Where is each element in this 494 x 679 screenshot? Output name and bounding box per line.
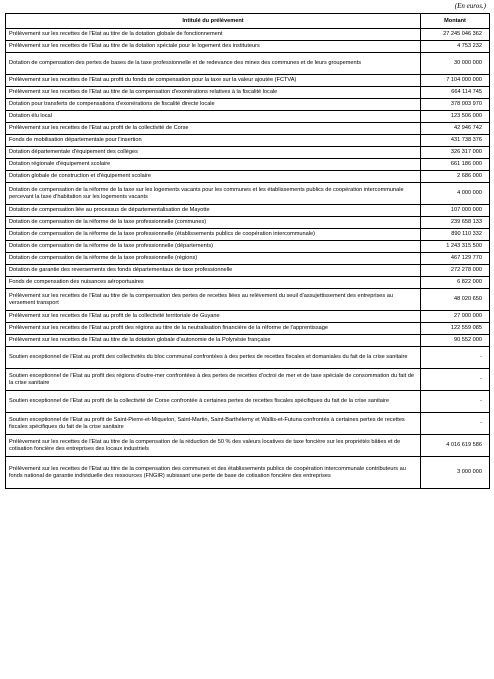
- levy-label: Soutien exceptionnel de l'Etat au profit de Saint-Pierre-et-Miquelon, Saint-Martin, Saint-Barthélemy et Wallis-et-Futuna confrontés à certaines pertes de recettes fiscales spécifiques du fait de la crise sanitaire: [6, 413, 421, 435]
- table-row: [6, 347, 490, 369]
- levy-amount: -: [421, 391, 490, 413]
- table-row: [6, 75, 490, 87]
- levy-label: Dotation élu local: [6, 111, 421, 123]
- levy-label: Dotation de garantie des reversements des fonds départementaux de taxe professionnelle: [6, 265, 421, 277]
- levy-label: Soutien exceptionnel de l'Etat au profit de la collectivité de Corse confrontée à certaines pertes de recettes fiscales spécifiques du fait de la crise sanitaire: [6, 391, 421, 413]
- levy-label: Dotation de compensation de la réforme de la taxe professionnelle (départements): [6, 241, 421, 253]
- levy-amount: -: [421, 413, 490, 435]
- table-row: [6, 277, 490, 289]
- table-row: [6, 435, 490, 457]
- levy-amount: 272 278 000: [421, 265, 490, 277]
- table-row: [6, 241, 490, 253]
- levy-amount: 7 104 000 000: [421, 75, 490, 87]
- levy-amount: 467 129 770: [421, 253, 490, 265]
- levy-amount: 378 003 970: [421, 99, 490, 111]
- table-row: [6, 391, 490, 413]
- table-row: [6, 41, 490, 53]
- levy-amount: 42 946 742: [421, 123, 490, 135]
- table-row: [6, 123, 490, 135]
- levy-amount: 664 114 745: [421, 87, 490, 99]
- table-row: [6, 53, 490, 75]
- table-row: [6, 183, 490, 205]
- levy-amount: 239 658 133: [421, 217, 490, 229]
- levy-amount: -: [421, 369, 490, 391]
- table-row: [6, 159, 490, 171]
- table-row: [6, 205, 490, 217]
- levy-label: Dotation de compensation de la réforme de la taxe professionnelle (communes): [6, 217, 421, 229]
- table-row: [6, 135, 490, 147]
- table-row: [6, 457, 490, 489]
- levy-amount: -: [421, 347, 490, 369]
- levy-label: Dotation départementale d'équipement des collèges: [6, 147, 421, 159]
- levy-label: Prélèvement sur les recettes de l'Etat au profit de la collectivité de Corse: [6, 123, 421, 135]
- levy-amount: 30 000 000: [421, 53, 490, 75]
- levy-amount: 90 552 000: [421, 335, 490, 347]
- levy-label: Prélèvement sur les recettes de l'Etat au titre de la compensation de la réduction de 50 % des valeurs locatives de taxe foncière sur les propriétés bâties et de cotisation foncière des entreprises des locaux industriels: [6, 435, 421, 457]
- levy-label: Dotation globale de construction et d'équipement scolaire: [6, 171, 421, 183]
- levy-label: Prélèvement sur les recettes de l'Etat au titre de la dotation spéciale pour le logement des instituteurs: [6, 41, 421, 53]
- table-row: [6, 111, 490, 123]
- table-row: [6, 369, 490, 391]
- levy-label: Dotation régionale d'équipement scolaire: [6, 159, 421, 171]
- levy-label: Prélèvement sur les recettes de l'Etat au titre de la dotation globale d'autonomie de la Polynésie française: [6, 335, 421, 347]
- levy-label: Dotation pour transferts de compensations d'exonérations de fiscalité directe locale: [6, 99, 421, 111]
- levy-label: Soutien exceptionnel de l'Etat au profit des régions d'outre-mer confrontées à des pertes de recettes d'octroi de mer et de taxe spéciale de consommation du fait de la crise sanitaire: [6, 369, 421, 391]
- levy-amount: 661 186 000: [421, 159, 490, 171]
- table-row: [6, 335, 490, 347]
- levy-amount: 107 000 000: [421, 205, 490, 217]
- unit-note: (En euros.): [454, 2, 486, 10]
- levy-label: Fonds de mobilisation départementale pour l'insertion: [6, 135, 421, 147]
- table-header-row: [6, 14, 490, 29]
- levy-label: Dotation de compensation de la réforme de la taxe professionnelle (établissements publics de coopération intercommunale): [6, 229, 421, 241]
- levy-label: Fonds de compensation des nuisances aéroportuaires: [6, 277, 421, 289]
- table-row: [6, 29, 490, 41]
- levy-amount: 890 110 332: [421, 229, 490, 241]
- levy-label: Dotation de compensation de la réforme de la taxe professionnelle (régions): [6, 253, 421, 265]
- levy-label: Prélèvement sur les recettes de l'Etat au profit du fonds de compensation pour la taxe sur la valeur ajoutée (FCTVA): [6, 75, 421, 87]
- levy-label: Prélèvement sur les recettes de l'Etat au titre de la compensation d'exonérations relatives à la fiscalité locale: [6, 87, 421, 99]
- levy-amount: 431 738 376: [421, 135, 490, 147]
- table-row: [6, 265, 490, 277]
- table-row: [6, 311, 490, 323]
- table-row: [6, 413, 490, 435]
- levy-amount: 27 000 000: [421, 311, 490, 323]
- table-row: [6, 87, 490, 99]
- levy-amount: 2 686 000: [421, 171, 490, 183]
- levy-amount: 6 822 000: [421, 277, 490, 289]
- table-row: [6, 217, 490, 229]
- levy-label: Prélèvement sur les recettes de l'Etat au profit de la collectivité territoriale de Guyane: [6, 311, 421, 323]
- levy-amount: 4 000 000: [421, 183, 490, 205]
- table-body: [6, 29, 490, 489]
- table-row: [6, 171, 490, 183]
- levy-label: Prélèvement sur les recettes de l'Etat au profit des régions au titre de la neutralisation financière de la réforme de l'apprentissage: [6, 323, 421, 335]
- table-row: [6, 99, 490, 111]
- table-row: [6, 323, 490, 335]
- table-row: [6, 289, 490, 311]
- levy-amount: 27 245 046 362: [421, 29, 490, 41]
- levy-amount: 123 506 000: [421, 111, 490, 123]
- header-amount: Montant: [421, 14, 490, 29]
- table-row: [6, 253, 490, 265]
- table-row: [6, 229, 490, 241]
- levy-amount: 122 559 085: [421, 323, 490, 335]
- levy-label: Dotation de compensation de la réforme de la taxe sur les logements vacants pour les communes et les établissements publics de coopération intercommunale percevant la taxe d'habitation sur les logements vacants: [6, 183, 421, 205]
- levy-label: Prélèvement sur les recettes de l'Etat au titre de la dotation globale de fonctionnement: [6, 29, 421, 41]
- levy-amount: 48 020 650: [421, 289, 490, 311]
- levy-amount: 3 000 000: [421, 457, 490, 489]
- levy-amount: 4 753 232: [421, 41, 490, 53]
- levy-amount: 4 016 619 586: [421, 435, 490, 457]
- levy-label: Prélèvement sur les recettes de l'Etat au titre de la compensation des pertes de recettes liées au relèvement du seuil d'assujettissement des entreprises au versement transport: [6, 289, 421, 311]
- levy-label: Dotation de compensation liée au processus de départementalisation de Mayotte: [6, 205, 421, 217]
- levy-label: Dotation de compensation des pertes de bases de la taxe professionnelle et de redevance des mines des communes et de leurs groupements: [6, 53, 421, 75]
- levy-amount: 326 317 000: [421, 147, 490, 159]
- levy-amount: 1 243 315 500: [421, 241, 490, 253]
- header-label: Intitulé du prélèvement: [6, 14, 421, 29]
- levies-table: [5, 13, 490, 489]
- levy-label: Prélèvement sur les recettes de l'Etat au titre de la compensation des communes et des établissements publics de coopération intercommunale contributeurs au fonds national de garantie individuelle des ressources (FNGIR) subissant une perte de base de cotisation foncière des entreprises: [6, 457, 421, 489]
- levy-label: Soutien exceptionnel de l'Etat au profit des collectivités du bloc communal confrontées à des pertes de recettes fiscales et domaniales du fait de la crise sanitaire: [6, 347, 421, 369]
- table-row: [6, 147, 490, 159]
